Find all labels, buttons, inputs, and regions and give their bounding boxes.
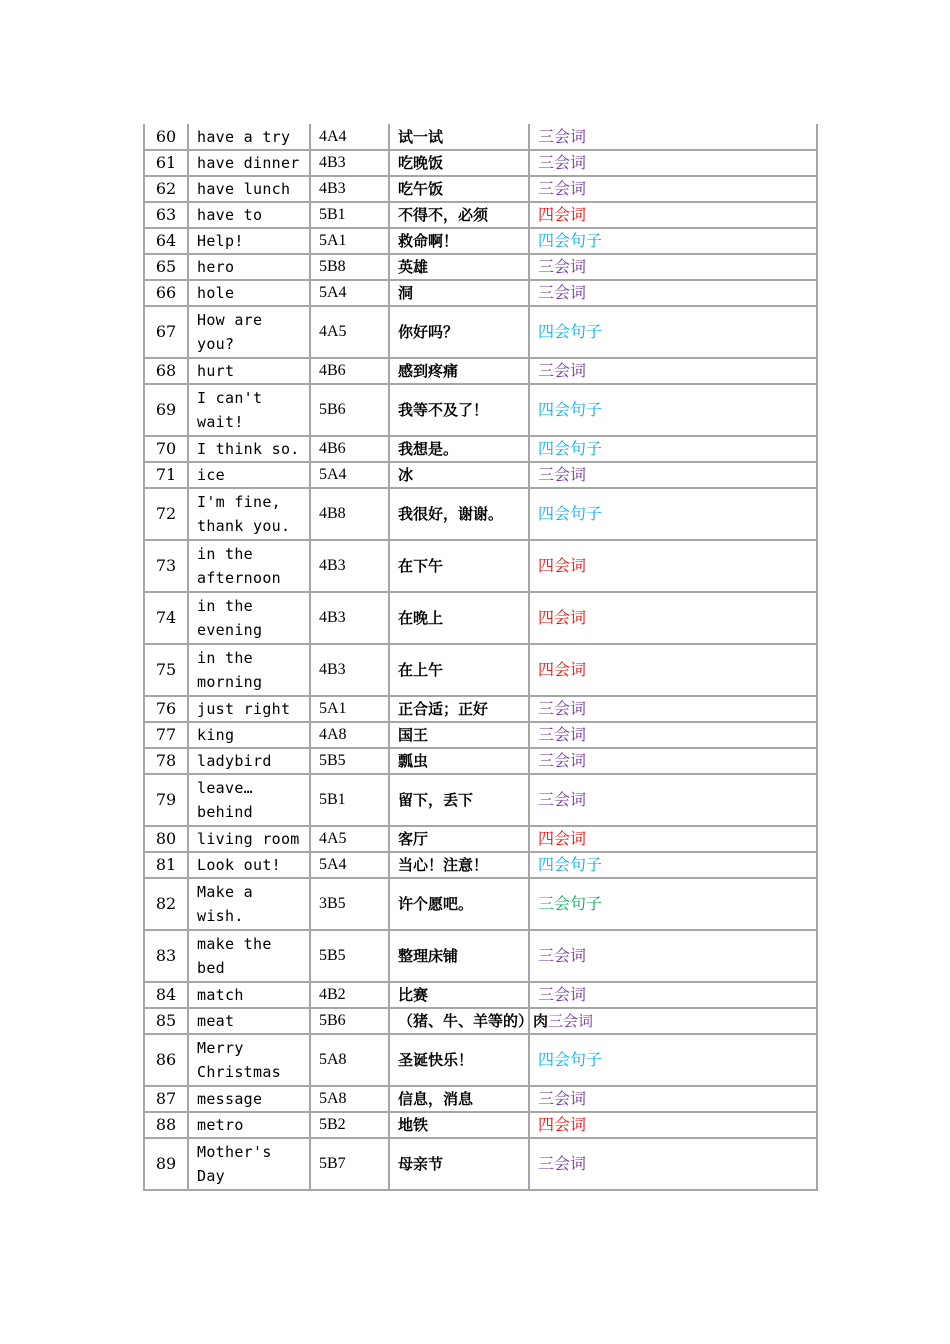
english-term: ice (188, 462, 310, 488)
chinese-meaning: 圣诞快乐！ (389, 1034, 529, 1086)
row-number: 73 (144, 540, 188, 592)
level-label: 三会词 (529, 982, 817, 1008)
table-row (144, 982, 817, 1008)
unit-code: 5A4 (310, 852, 389, 878)
english-term: meat (188, 1008, 310, 1034)
level-label: 三会词 (529, 696, 817, 722)
unit-code: 4A8 (310, 722, 389, 748)
english-term: in the afternoon (188, 540, 310, 592)
english-term: hole (188, 280, 310, 306)
unit-code: 5A8 (310, 1086, 389, 1112)
table-row (144, 462, 817, 488)
chinese-meaning: 你好吗？ (389, 306, 529, 358)
unit-code: 4B8 (310, 488, 389, 540)
unit-code: 4B2 (310, 982, 389, 1008)
english-term: hero (188, 254, 310, 280)
row-number: 86 (144, 1034, 188, 1086)
level-label: 四会词 (529, 826, 817, 852)
chinese-meaning: 瓢虫 (389, 748, 529, 774)
unit-code: 4B3 (310, 644, 389, 696)
level-label: 三会词 (529, 254, 817, 280)
level-label: 三会词 (529, 748, 817, 774)
english-term: Merry Christmas (188, 1034, 310, 1086)
row-number: 71 (144, 462, 188, 488)
unit-code: 5B2 (310, 1112, 389, 1138)
level-label: 三会词 (529, 176, 817, 202)
unit-code: 5A8 (310, 1034, 389, 1086)
unit-code: 5B6 (310, 1008, 389, 1034)
row-number: 84 (144, 982, 188, 1008)
chinese-meaning: 国王 (389, 722, 529, 748)
chinese-meaning: 不得不，必须 (389, 202, 529, 228)
chinese-meaning: 英雄 (389, 254, 529, 280)
row-number: 79 (144, 774, 188, 826)
unit-code: 4B3 (310, 176, 389, 202)
chinese-meaning: 地铁 (389, 1112, 529, 1138)
english-term: have dinner (188, 150, 310, 176)
row-number: 76 (144, 696, 188, 722)
unit-code: 4B3 (310, 592, 389, 644)
row-number: 82 (144, 878, 188, 930)
chinese-meaning: 洞 (389, 280, 529, 306)
english-term: have lunch (188, 176, 310, 202)
table-row (144, 306, 817, 358)
level-label: 三会词 (529, 722, 817, 748)
row-number: 67 (144, 306, 188, 358)
chinese-meaning: 正合适；正好 (389, 696, 529, 722)
level-label: 三会词 (529, 150, 817, 176)
english-term: Mother's Day (188, 1138, 310, 1190)
chinese-meaning: 我等不及了！ (389, 384, 529, 436)
level-label: 四会句子 (529, 384, 817, 436)
unit-code: 5B5 (310, 930, 389, 982)
table-row (144, 1008, 817, 1034)
table-row (144, 878, 817, 930)
english-term: I'm fine, thank you. (188, 488, 310, 540)
unit-code: 5B1 (310, 202, 389, 228)
row-number: 64 (144, 228, 188, 254)
unit-code: 4B3 (310, 540, 389, 592)
row-number: 85 (144, 1008, 188, 1034)
row-number: 83 (144, 930, 188, 982)
english-term: message (188, 1086, 310, 1112)
table-row (144, 358, 817, 384)
level-label: 三会词 (529, 930, 817, 982)
english-term: in the evening (188, 592, 310, 644)
table-row (144, 384, 817, 436)
unit-code: 4B3 (310, 150, 389, 176)
english-term: living room (188, 826, 310, 852)
level-label: 三会词 (529, 1086, 817, 1112)
english-term: ladybird (188, 748, 310, 774)
vocabulary-table-body (144, 124, 817, 1190)
row-number: 60 (144, 124, 188, 150)
english-term: Help! (188, 228, 310, 254)
level-label: 三会词 (529, 280, 817, 306)
level-label: 四会句子 (529, 1034, 817, 1086)
chinese-meaning: 母亲节 (389, 1138, 529, 1190)
row-number: 63 (144, 202, 188, 228)
row-number: 70 (144, 436, 188, 462)
english-term: How are you? (188, 306, 310, 358)
unit-code: 5B6 (310, 384, 389, 436)
row-number: 66 (144, 280, 188, 306)
english-term: just right (188, 696, 310, 722)
chinese-meaning: 信息，消息 (389, 1086, 529, 1112)
table-row (144, 228, 817, 254)
english-term: metro (188, 1112, 310, 1138)
row-number: 80 (144, 826, 188, 852)
level-label: 三会词 (529, 462, 817, 488)
chinese-meaning: 比赛 (389, 982, 529, 1008)
chinese-meaning: 感到疼痛 (389, 358, 529, 384)
level-label: 四会句子 (529, 228, 817, 254)
english-term: have a try (188, 124, 310, 150)
row-number: 78 (144, 748, 188, 774)
table-row (144, 592, 817, 644)
table-row (144, 124, 817, 150)
unit-code: 5B5 (310, 748, 389, 774)
chinese-meaning: 救命啊！ (389, 228, 529, 254)
english-term: Make a wish. (188, 878, 310, 930)
row-number: 72 (144, 488, 188, 540)
table-row (144, 202, 817, 228)
row-number: 69 (144, 384, 188, 436)
english-term: match (188, 982, 310, 1008)
table-row (144, 176, 817, 202)
level-label: 三会词 (529, 774, 817, 826)
vocabulary-table (143, 124, 818, 1191)
unit-code: 4B6 (310, 358, 389, 384)
table-row (144, 280, 817, 306)
level-label: 四会句子 (529, 306, 817, 358)
chinese-meaning: 吃晚饭 (389, 150, 529, 176)
level-label: 三会词 (548, 1012, 594, 1030)
row-number: 68 (144, 358, 188, 384)
row-number: 62 (144, 176, 188, 202)
row-number: 75 (144, 644, 188, 696)
table-row (144, 254, 817, 280)
unit-code: 4B6 (310, 436, 389, 462)
level-label: 三会句子 (529, 878, 817, 930)
unit-code: 5A1 (310, 696, 389, 722)
english-term: king (188, 722, 310, 748)
unit-code: 4A5 (310, 306, 389, 358)
english-term: make the bed (188, 930, 310, 982)
level-label: 四会句子 (529, 436, 817, 462)
table-row (144, 1034, 817, 1086)
english-term: I can't wait! (188, 384, 310, 436)
level-label: 三会词 (529, 358, 817, 384)
level-label: 四会句子 (529, 852, 817, 878)
row-number: 65 (144, 254, 188, 280)
level-label: 四会词 (529, 1112, 817, 1138)
row-number: 77 (144, 722, 188, 748)
chinese-meaning: 客厅 (389, 826, 529, 852)
english-term: hurt (188, 358, 310, 384)
table-row (144, 1112, 817, 1138)
chinese-meaning: 在晚上 (389, 592, 529, 644)
unit-code: 5B8 (310, 254, 389, 280)
level-label: 三会词 (529, 1138, 817, 1190)
chinese-meaning: （猪、牛、羊等的）肉三会词 (389, 1008, 529, 1034)
english-term: Look out! (188, 852, 310, 878)
table-row (144, 488, 817, 540)
unit-code: 4A4 (310, 124, 389, 150)
chinese-meaning: 吃午饭 (389, 176, 529, 202)
chinese-meaning: 试一试 (389, 124, 529, 150)
unit-code: 5B1 (310, 774, 389, 826)
row-number: 89 (144, 1138, 188, 1190)
unit-code: 5A4 (310, 280, 389, 306)
english-term: have to (188, 202, 310, 228)
chinese-meaning: 许个愿吧。 (389, 878, 529, 930)
table-row (144, 748, 817, 774)
level-label: 四会词 (529, 644, 817, 696)
level-label: 四会词 (529, 202, 817, 228)
chinese-meaning: 在上午 (389, 644, 529, 696)
table-row (144, 436, 817, 462)
table-row (144, 540, 817, 592)
table-row (144, 696, 817, 722)
level-label: 四会句子 (529, 488, 817, 540)
row-number: 81 (144, 852, 188, 878)
unit-code: 5B7 (310, 1138, 389, 1190)
row-number: 88 (144, 1112, 188, 1138)
table-row (144, 826, 817, 852)
chinese-meaning: 冰 (389, 462, 529, 488)
chinese-meaning: 整理床铺 (389, 930, 529, 982)
row-number: 87 (144, 1086, 188, 1112)
chinese-meaning: 当心！注意！ (389, 852, 529, 878)
table-row (144, 774, 817, 826)
level-label: 四会词 (529, 592, 817, 644)
row-number: 74 (144, 592, 188, 644)
table-row (144, 722, 817, 748)
table-row (144, 1086, 817, 1112)
chinese-meaning: 我想是。 (389, 436, 529, 462)
table-row (144, 930, 817, 982)
level-label: 三会词 (529, 124, 817, 150)
table-row (144, 150, 817, 176)
level-label: 四会词 (529, 540, 817, 592)
table-row (144, 852, 817, 878)
english-term: in the morning (188, 644, 310, 696)
chinese-meaning: 在下午 (389, 540, 529, 592)
chinese-meaning: 留下，丢下 (389, 774, 529, 826)
english-term: leave… behind (188, 774, 310, 826)
unit-code: 4A5 (310, 826, 389, 852)
chinese-meaning: 我很好，谢谢。 (389, 488, 529, 540)
unit-code: 5A4 (310, 462, 389, 488)
english-term: I think so. (188, 436, 310, 462)
unit-code: 3B5 (310, 878, 389, 930)
table-row (144, 644, 817, 696)
row-number: 61 (144, 150, 188, 176)
table-row (144, 1138, 817, 1190)
unit-code: 5A1 (310, 228, 389, 254)
